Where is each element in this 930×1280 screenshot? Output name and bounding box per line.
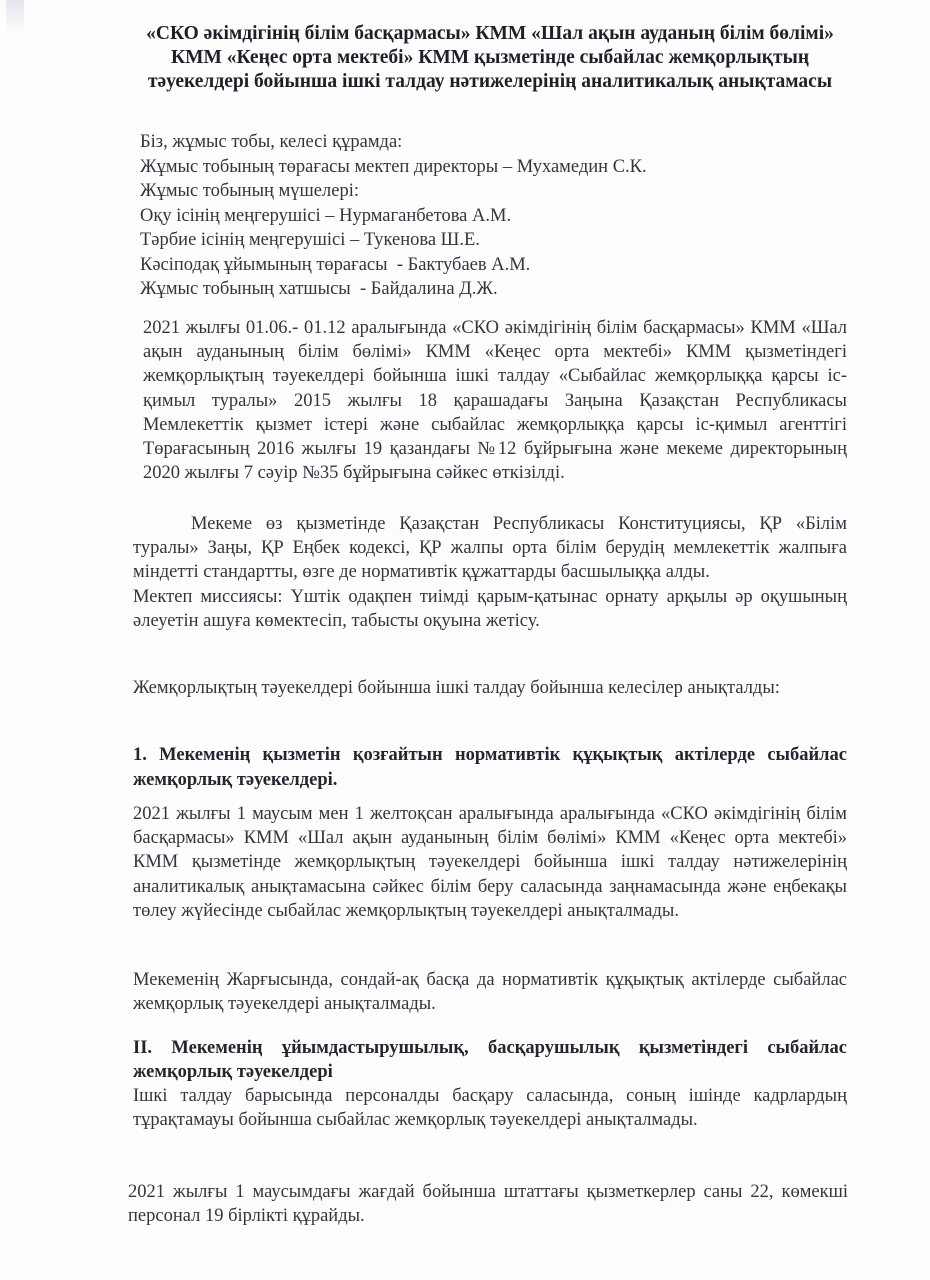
working-group-member: Кәсіподақ ұйымының төрағасы - Бактубаев А.М.	[140, 254, 531, 275]
paragraph-analysis-basis: 2021 жылғы 01.06.- 01.12 аралығында «СКО әкімдігінің білім басқармасы» КММ «Шал ақын ауданының білім бөлімі» КММ «Кеңес орта мектебі» КММ қызметіндегі жемқорлықтың тәуекелдері бойынша ішкі талдау «Сыбайлас жемқорлыққа қарсы іс-қимыл туралы» 2015 жылғы 18 қарашадағы Заңына Қазақстан Республикасы Мемлекеттік қызмет істері және сыбайлас жемқорлыққа қарсы іс-қимыл агенттігі Төрағасының 2016 жылғы 19 қазандағы №12 бұйрығына және мекеме директорының 2020 жылғы 7 сәуір №35 бұйрығына сәйкес өткізілді.	[143, 318, 847, 484]
paragraph-staff-count: 2021 жылғы 1 маусымдағы жағдай бойынша штаттағы қызметкерлер саны 22, көмекші персонал 19 бірлікті құрайды.	[128, 1182, 848, 1227]
paragraph-charter-result: Мекеменің Жарғысында, сондай-ақ басқа да нормативтік құқықтық актілерде сыбайлас жемқорлық тәуекелдері анықталмады.	[133, 970, 847, 1015]
paragraph-guidelines-and-mission	[133, 512, 847, 633]
paragraph-section-1-result: 2021 жылғы 1 маусым мен 1 желтоқсан аралығында аралығында «СКО әкімдігінің білім басқармасы» КММ «Шал ақын ауданының білім бөлімі» КММ «Кеңес орта мектебі» КММ қызметінде жемқорлықтың тәуекелдері бойынша ішкі талдау нәтижелерінің аналитикалық анықтамасына сәйкес білім беру саласында заңнамасында және еңбекақы төлеу жүйесінде сыбайлас жемқорлықтың тәуекелдері анықталмады.	[133, 804, 847, 921]
document-title: «СКО әкімдігінің білім басқармасы» КММ «Шал ақын ауданың білім бөлімі» КММ «Кеңес орта мектебі» КММ қызметінде сыбайлас жемқорлықтың тәуекелдері бойынша ішкі талдау нәтижелерінің аналитикалық анықтамасы	[146, 23, 834, 92]
paragraph-guidelines: Мекеме өз қызметінде Қазақстан Республикасы Конституциясы, ҚР «Білім туралы» Заңы, ҚР Еңбек кодексі, ҚР жалпы орта білім берудің мемлекеттік жалпыға міндетті стандартты, өзге де нормативтік құжаттарды басшылыққа алды.	[133, 514, 847, 583]
working-group-intro: Біз, жұмыс тобы, келесі құрамда:	[140, 132, 403, 152]
scan-artifact	[6, 0, 24, 34]
paragraph-findings-intro: Жемқорлықтың тәуекелдері бойынша ішкі талдау бойынша келесілер анықталды:	[133, 678, 780, 698]
working-group-secretary: Жұмыс тобының хатшысы - Байдалина Д.Ж.	[140, 279, 498, 299]
section-2-heading: II. Мекеменің ұйымдастырушылық, басқарушылық қызметіндегі сыбайлас жемқорлық тәуекелдері	[133, 1038, 847, 1082]
working-group-members-label: Жұмыс тобының мүшелері:	[140, 181, 359, 201]
paragraph-personnel-result: Ішкі талдау барысында персоналды басқару саласында, соның ішінде кадрлардың тұрақтамауы бойынша сыбайлас жемқорлық тәуекелдері анықталмады.	[133, 1086, 847, 1131]
paragraph-mission: Мектеп миссиясы: Үштік одақпен тиімді қарым-қатынас орнату арқылы әр оқушының әлеуетін ашуға көмектесіп, табысты оқуына жетісу.	[133, 586, 847, 631]
working-group-member: Оқу ісінің меңгерушісі – Нурмаганбетова А.М.	[140, 205, 512, 226]
working-group-chair: Жұмыс тобының төрағасы мектеп директоры – Мухамедин С.К.	[140, 156, 647, 177]
section-1-heading: 1. Мекеменің қызметін қозғайтын нормативтік құқықтық актілерде сыбайлас жемқорлық тәуекелдері.	[133, 745, 847, 790]
working-group-list	[140, 130, 820, 302]
working-group-member: Тәрбие ісінің меңгерушісі – Тукенова Ш.Е.	[140, 230, 480, 250]
